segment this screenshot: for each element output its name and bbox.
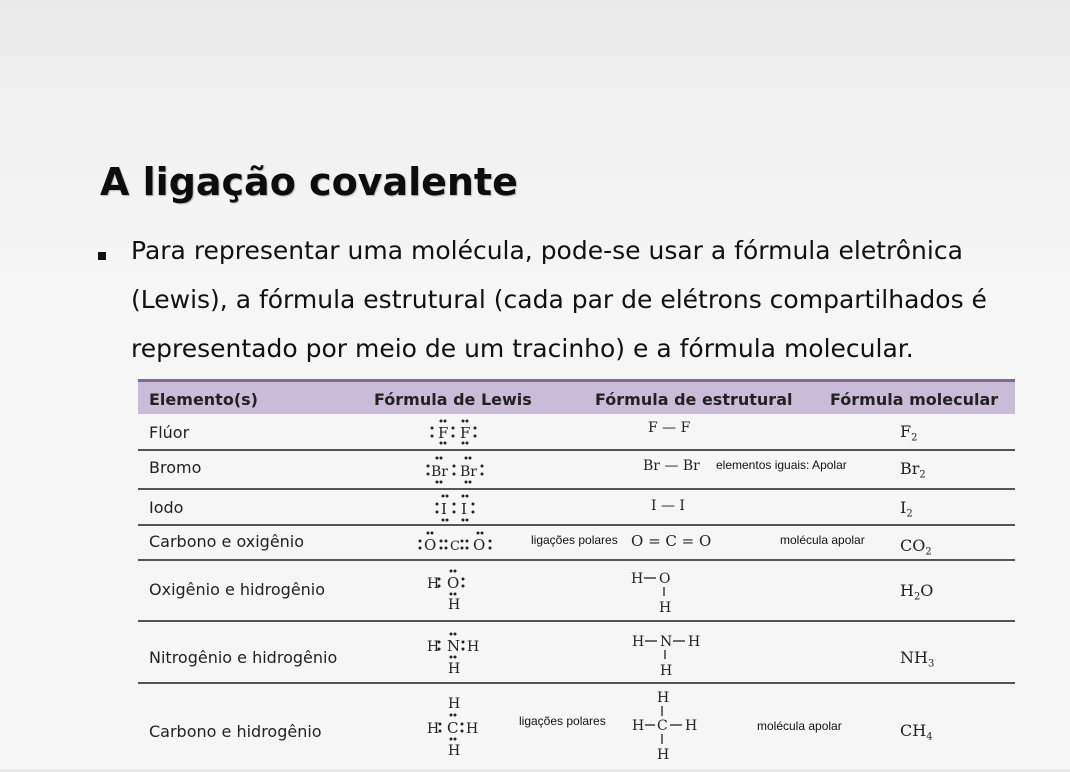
table-row-bromo — [138, 451, 1015, 490]
svg-text:H: H — [631, 571, 644, 587]
lewis-structure — [428, 491, 488, 525]
element-name: Oxigênio e hidrogênio — [149, 580, 326, 599]
svg-text:N: N — [660, 634, 673, 650]
element-name: Iodo — [149, 498, 184, 517]
element-name: Carbono e oxigênio — [149, 532, 305, 551]
svg-text:H: H — [632, 718, 645, 734]
structural-formula — [630, 628, 710, 680]
svg-text:O: O — [473, 536, 486, 554]
annotation-note: molécula apolar — [780, 533, 865, 547]
slide-title: A ligação covalente — [100, 160, 518, 204]
lewis-structure — [424, 563, 484, 619]
svg-text:H: H — [427, 576, 440, 592]
lewis-structure — [424, 692, 494, 768]
svg-text:O: O — [424, 536, 437, 554]
svg-text:H: H — [685, 718, 698, 734]
table-row-iodo — [138, 490, 1015, 526]
svg-text:H: H — [427, 721, 440, 737]
bullet-text-line-2: (Lewis), a fórmula estrutural (cada par de elétrons compartilhados é — [131, 285, 987, 314]
svg-text:Br: Br — [460, 464, 477, 480]
element-name: Flúor — [149, 423, 190, 442]
lewis-electron-dots — [424, 626, 494, 682]
svg-text:C: C — [657, 718, 668, 734]
svg-text:C: C — [450, 539, 460, 554]
table-header — [138, 379, 1015, 414]
svg-text:H: H — [448, 743, 461, 759]
lewis-electron-dots — [424, 692, 494, 768]
header-molecular: Fórmula molecular — [830, 390, 999, 409]
header-elements: Elemento(s) — [149, 390, 258, 409]
molecular-formula: $Br_2$ — [900, 459, 926, 481]
element-name: Carbono e hidrogênio — [149, 722, 322, 741]
svg-text:C: C — [447, 719, 459, 737]
structural-bonds — [628, 565, 688, 617]
svg-text:H: H — [657, 690, 670, 706]
lewis-structure — [414, 527, 504, 559]
svg-text:O: O — [659, 571, 671, 587]
element-name: Nitrogênio e hidrogênio — [149, 648, 338, 667]
lewis-structure — [424, 626, 494, 682]
molecular-formula: $F_2$ — [900, 422, 918, 444]
molecular-formula: $CH_4$ — [900, 721, 933, 743]
bullet-marker — [98, 252, 106, 260]
svg-text:H: H — [659, 600, 672, 616]
svg-text:H: H — [657, 747, 670, 763]
svg-text:I: I — [441, 500, 447, 518]
svg-text:N: N — [447, 637, 461, 655]
svg-text:F: F — [438, 424, 449, 442]
structural-formula — [628, 565, 688, 617]
svg-text:H: H — [448, 597, 461, 613]
svg-text:H: H — [448, 696, 461, 712]
table-row-carbono-oxigenio — [138, 526, 1015, 561]
structural-formula — [630, 686, 710, 764]
annotation-note: elementos iguais: Apolar — [716, 458, 847, 472]
annotation-note: ligações polares — [531, 533, 618, 547]
svg-text:H: H — [688, 634, 701, 650]
lewis-electron-dots — [418, 415, 498, 449]
annotation-note: ligações polares — [519, 714, 606, 728]
bullet-text-line-1: Para representar uma molécula, pode-se usar a fórmula eletrônica — [131, 236, 963, 265]
svg-text:H: H — [427, 639, 440, 655]
structural-formula: F — F — [648, 420, 691, 436]
table-row-nitrogenio-hidrogenio — [138, 622, 1015, 684]
lewis-electron-dots — [420, 453, 500, 487]
lewis-structure — [418, 415, 498, 449]
annotation-note: molécula apolar — [757, 719, 842, 733]
svg-text:H: H — [660, 663, 673, 679]
svg-text:H: H — [466, 721, 479, 737]
molecular-formula: $H_2O$ — [900, 581, 934, 603]
structural-formula: I — I — [651, 498, 685, 514]
molecular-formula: $I_2$ — [900, 498, 913, 520]
svg-text:H: H — [467, 639, 480, 655]
header-lewis: Fórmula de Lewis — [374, 390, 532, 409]
bullet-text-line-3: representado por meio de um tracinho) e a fórmula molecular. — [131, 334, 914, 363]
header-structural: Fórmula de estrutural — [595, 390, 793, 409]
molecular-formula: $NH_3$ — [900, 648, 935, 670]
lewis-structure — [420, 453, 500, 487]
lewis-electron-dots — [424, 563, 484, 619]
svg-text:F: F — [460, 424, 471, 442]
table-row-fluor — [138, 414, 1015, 451]
svg-text:O: O — [447, 574, 460, 592]
svg-text:H: H — [448, 661, 461, 677]
element-name: Bromo — [149, 458, 202, 477]
table-row-carbono-hidrogenio — [138, 684, 1015, 769]
lewis-electron-dots — [428, 491, 488, 525]
table-row-oxigenio-hidrogenio — [138, 561, 1015, 622]
svg-text:Br: Br — [431, 464, 448, 480]
structural-bonds — [630, 686, 710, 764]
lewis-electron-dots — [414, 527, 504, 559]
molecular-formula: $CO_2$ — [900, 536, 932, 558]
svg-text:I: I — [461, 500, 467, 518]
svg-text:H: H — [632, 634, 645, 650]
structural-formula: O = C = O — [631, 532, 712, 550]
structural-bonds — [630, 628, 710, 680]
structural-formula: Br — Br — [643, 458, 700, 474]
